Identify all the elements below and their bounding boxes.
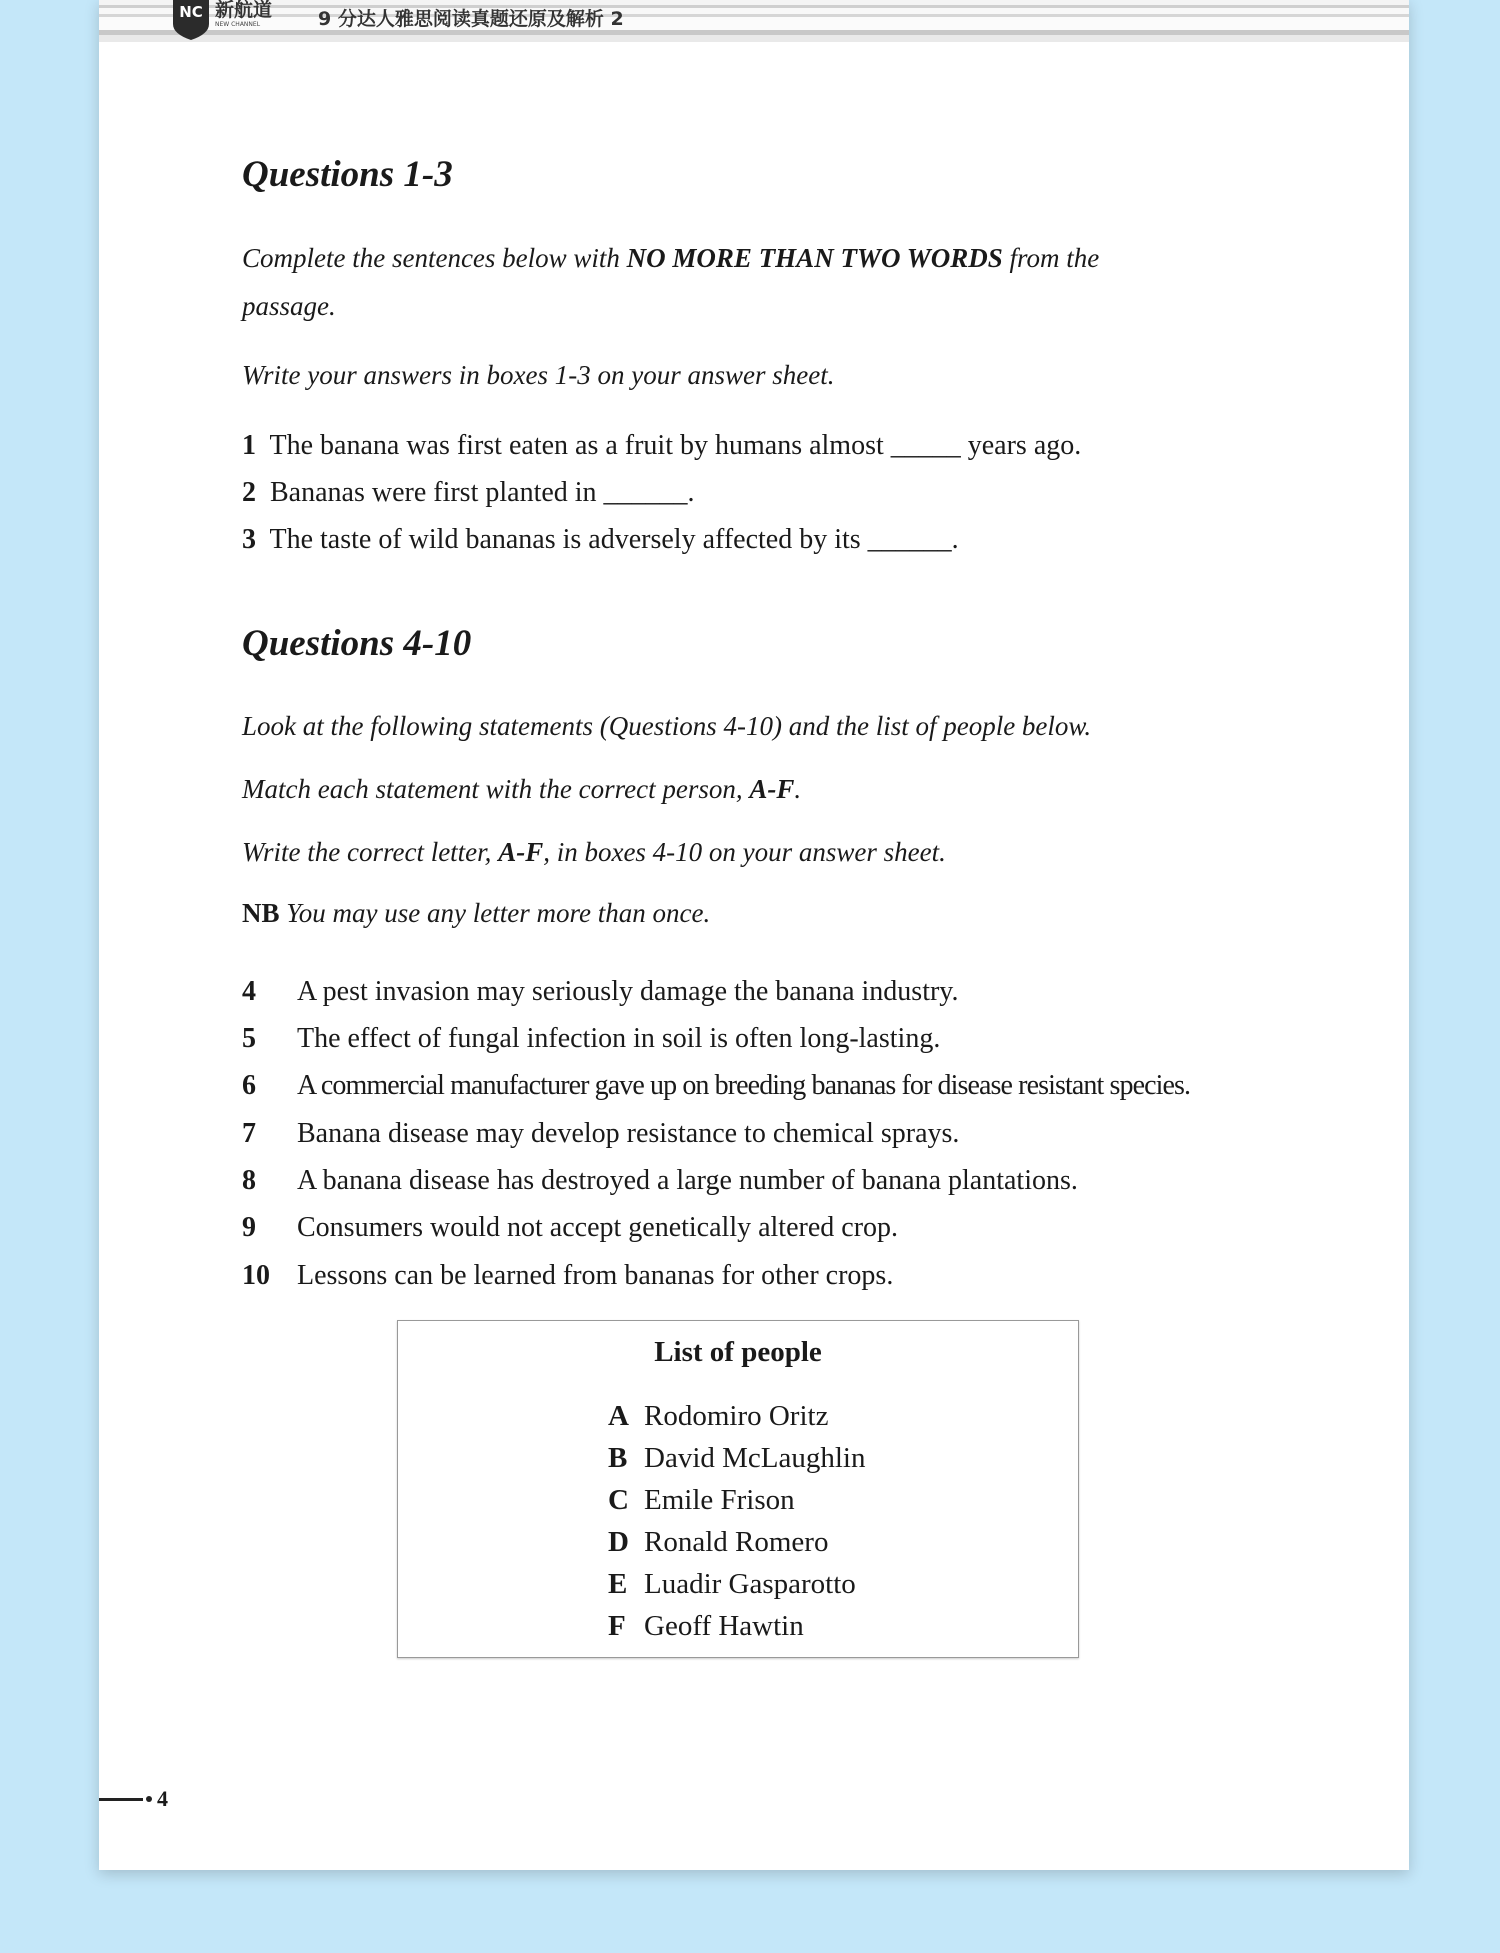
brand-name-cn: 新航道 [215,0,273,21]
instruction-line: Match each statement with the correct person, A-F. [242,774,802,804]
brand-name-en: NEW CHANNEL [215,21,261,28]
statement-item: 5 The effect of fungal infection in soil is often long-lasting. [242,1023,941,1054]
question-item: 3 The taste of wild bananas is adversely affected by its ______. [242,524,959,555]
statement-item: 4 A pest invasion may seriously damage the banana industry. [242,976,959,1007]
statement-item: 9 Consumers would not accept genetically altered crop. [242,1212,899,1243]
statement-item: 8 A banana disease has destroyed a large number of banana plantations. [242,1165,1078,1196]
person-item: E Luadir Gasparotto [608,1568,856,1600]
instruction-line: Write your answers in boxes 1-3 on your answer sheet. [242,360,835,390]
new-channel-logo [171,0,211,40]
question-item: 1 The banana was first eaten as a fruit by humans almost _____ years ago. [242,430,1082,461]
nb-note: NB You may use any letter more than once. [242,898,711,928]
svg-text:NC: NC [179,3,203,21]
instruction-line: passage. [242,291,336,321]
page-number: 4 [99,1784,169,1814]
person-item: B David McLaughlin [608,1442,866,1474]
person-item: C Emile Frison [608,1484,795,1516]
question-item: 2 Bananas were first planted in ______. [242,477,695,508]
instruction-line: Write the correct letter, A-F, in boxes 4-10 on your answer sheet. [242,837,946,867]
section-heading-4-10: Questions 4-10 [242,623,472,664]
person-item: D Ronald Romero [608,1526,829,1558]
section-heading-1-3: Questions 1-3 [242,154,453,195]
person-item: F Geoff Hawtin [608,1610,804,1642]
statement-item: 6 A commercial manufacturer gave up on breeding bananas for disease resistant species. [242,1070,1191,1101]
statement-item: 7 Banana disease may develop resistance to chemical sprays. [242,1118,960,1149]
book-title: 9 分达人雅思阅读真题还原及解析 2 [318,8,624,30]
instruction-line: Look at the following statements (Questions 4-10) and the list of people below. [242,711,1092,741]
person-item: A Rodomiro Oritz [608,1400,829,1432]
page-number-dot [146,1796,152,1802]
document-page [99,0,1409,1870]
list-title: List of people [654,1336,822,1368]
list-of-people-box [397,1320,1079,1658]
page-header [99,0,1409,42]
statement-item: 10 Lessons can be learned from bananas for other crops. [242,1260,894,1291]
instruction-line: Complete the sentences below with NO MORE THAN TWO WORDS from the [242,243,1100,273]
page-number-rule [99,1798,143,1801]
